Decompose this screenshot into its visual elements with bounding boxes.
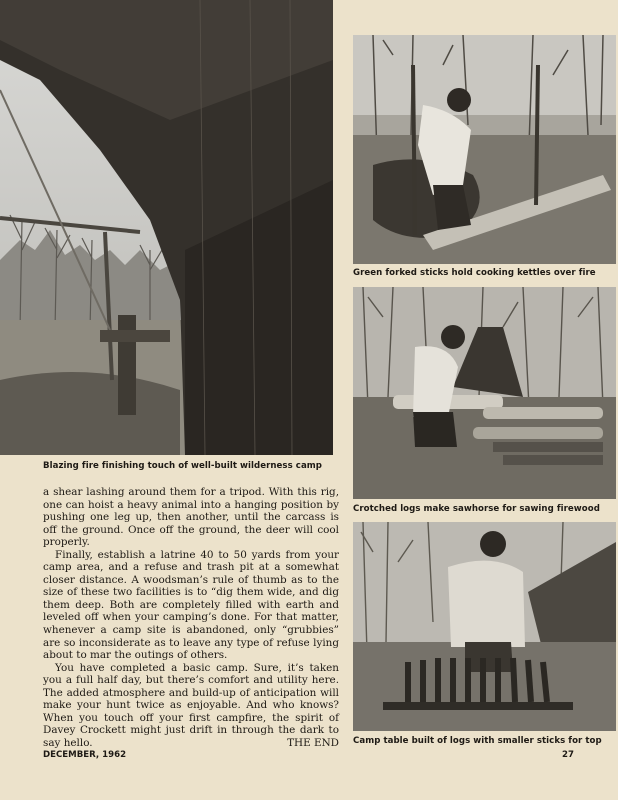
article-paragraph: Finally, establish a latrine 40 to 50 yards from your camp area, and a refuse and trash pit at a somewhat closer distance. A woodsman’s rule of thumb as to the size of these two facilities is to “dig them wide, and dig them deep. Both are completely filled with earth and leveled off when your camping’s done. For that matter, whenever a camp site is abandoned, only “grubbies” are so inconsiderate as to leave any type of refuse lying about to mar the outings of others. [43, 548, 339, 662]
footer-date: DECEMBER, 1962 [43, 750, 127, 760]
page-number: 27 [562, 750, 574, 760]
main-photo-camp [0, 0, 333, 455]
photo-camp-table [353, 522, 616, 731]
photo-cooking-sticks [353, 35, 616, 264]
caption-top-right-photo: Green forked sticks hold cooking kettles over fire [353, 268, 596, 278]
article-paragraph-text: You have completed a basic camp. Sure, it’s taken you a full half day, but there’s comfort and utility here. The added atmosphere and build-up of anticipation will make your hunt twice as enjoyable. And who knows? When you touch off your first campfire, the spirit of Davey Crockett might just drift in through the dark to say hello. [43, 661, 339, 749]
the-end-mark: THE END [287, 736, 339, 749]
article-body [43, 486, 339, 749]
caption-main-photo: Blazing fire finishing touch of well-built wilderness camp [43, 461, 323, 471]
article-paragraph: a shear lashing around them for a tripod. With this rig, one can hoist a heavy animal into a hanging position by pushing one leg up, then another, until the carcass is off the ground. Once off the ground, the deer will cool properly. [43, 486, 339, 549]
caption-mid-right-photo: Crotched logs make sawhorse for sawing firewood [353, 504, 600, 514]
article-paragraph-final [43, 662, 339, 750]
photo-sawhorse [353, 287, 616, 499]
caption-bottom-right-photo: Camp table built of logs with smaller sticks for top [353, 736, 602, 746]
